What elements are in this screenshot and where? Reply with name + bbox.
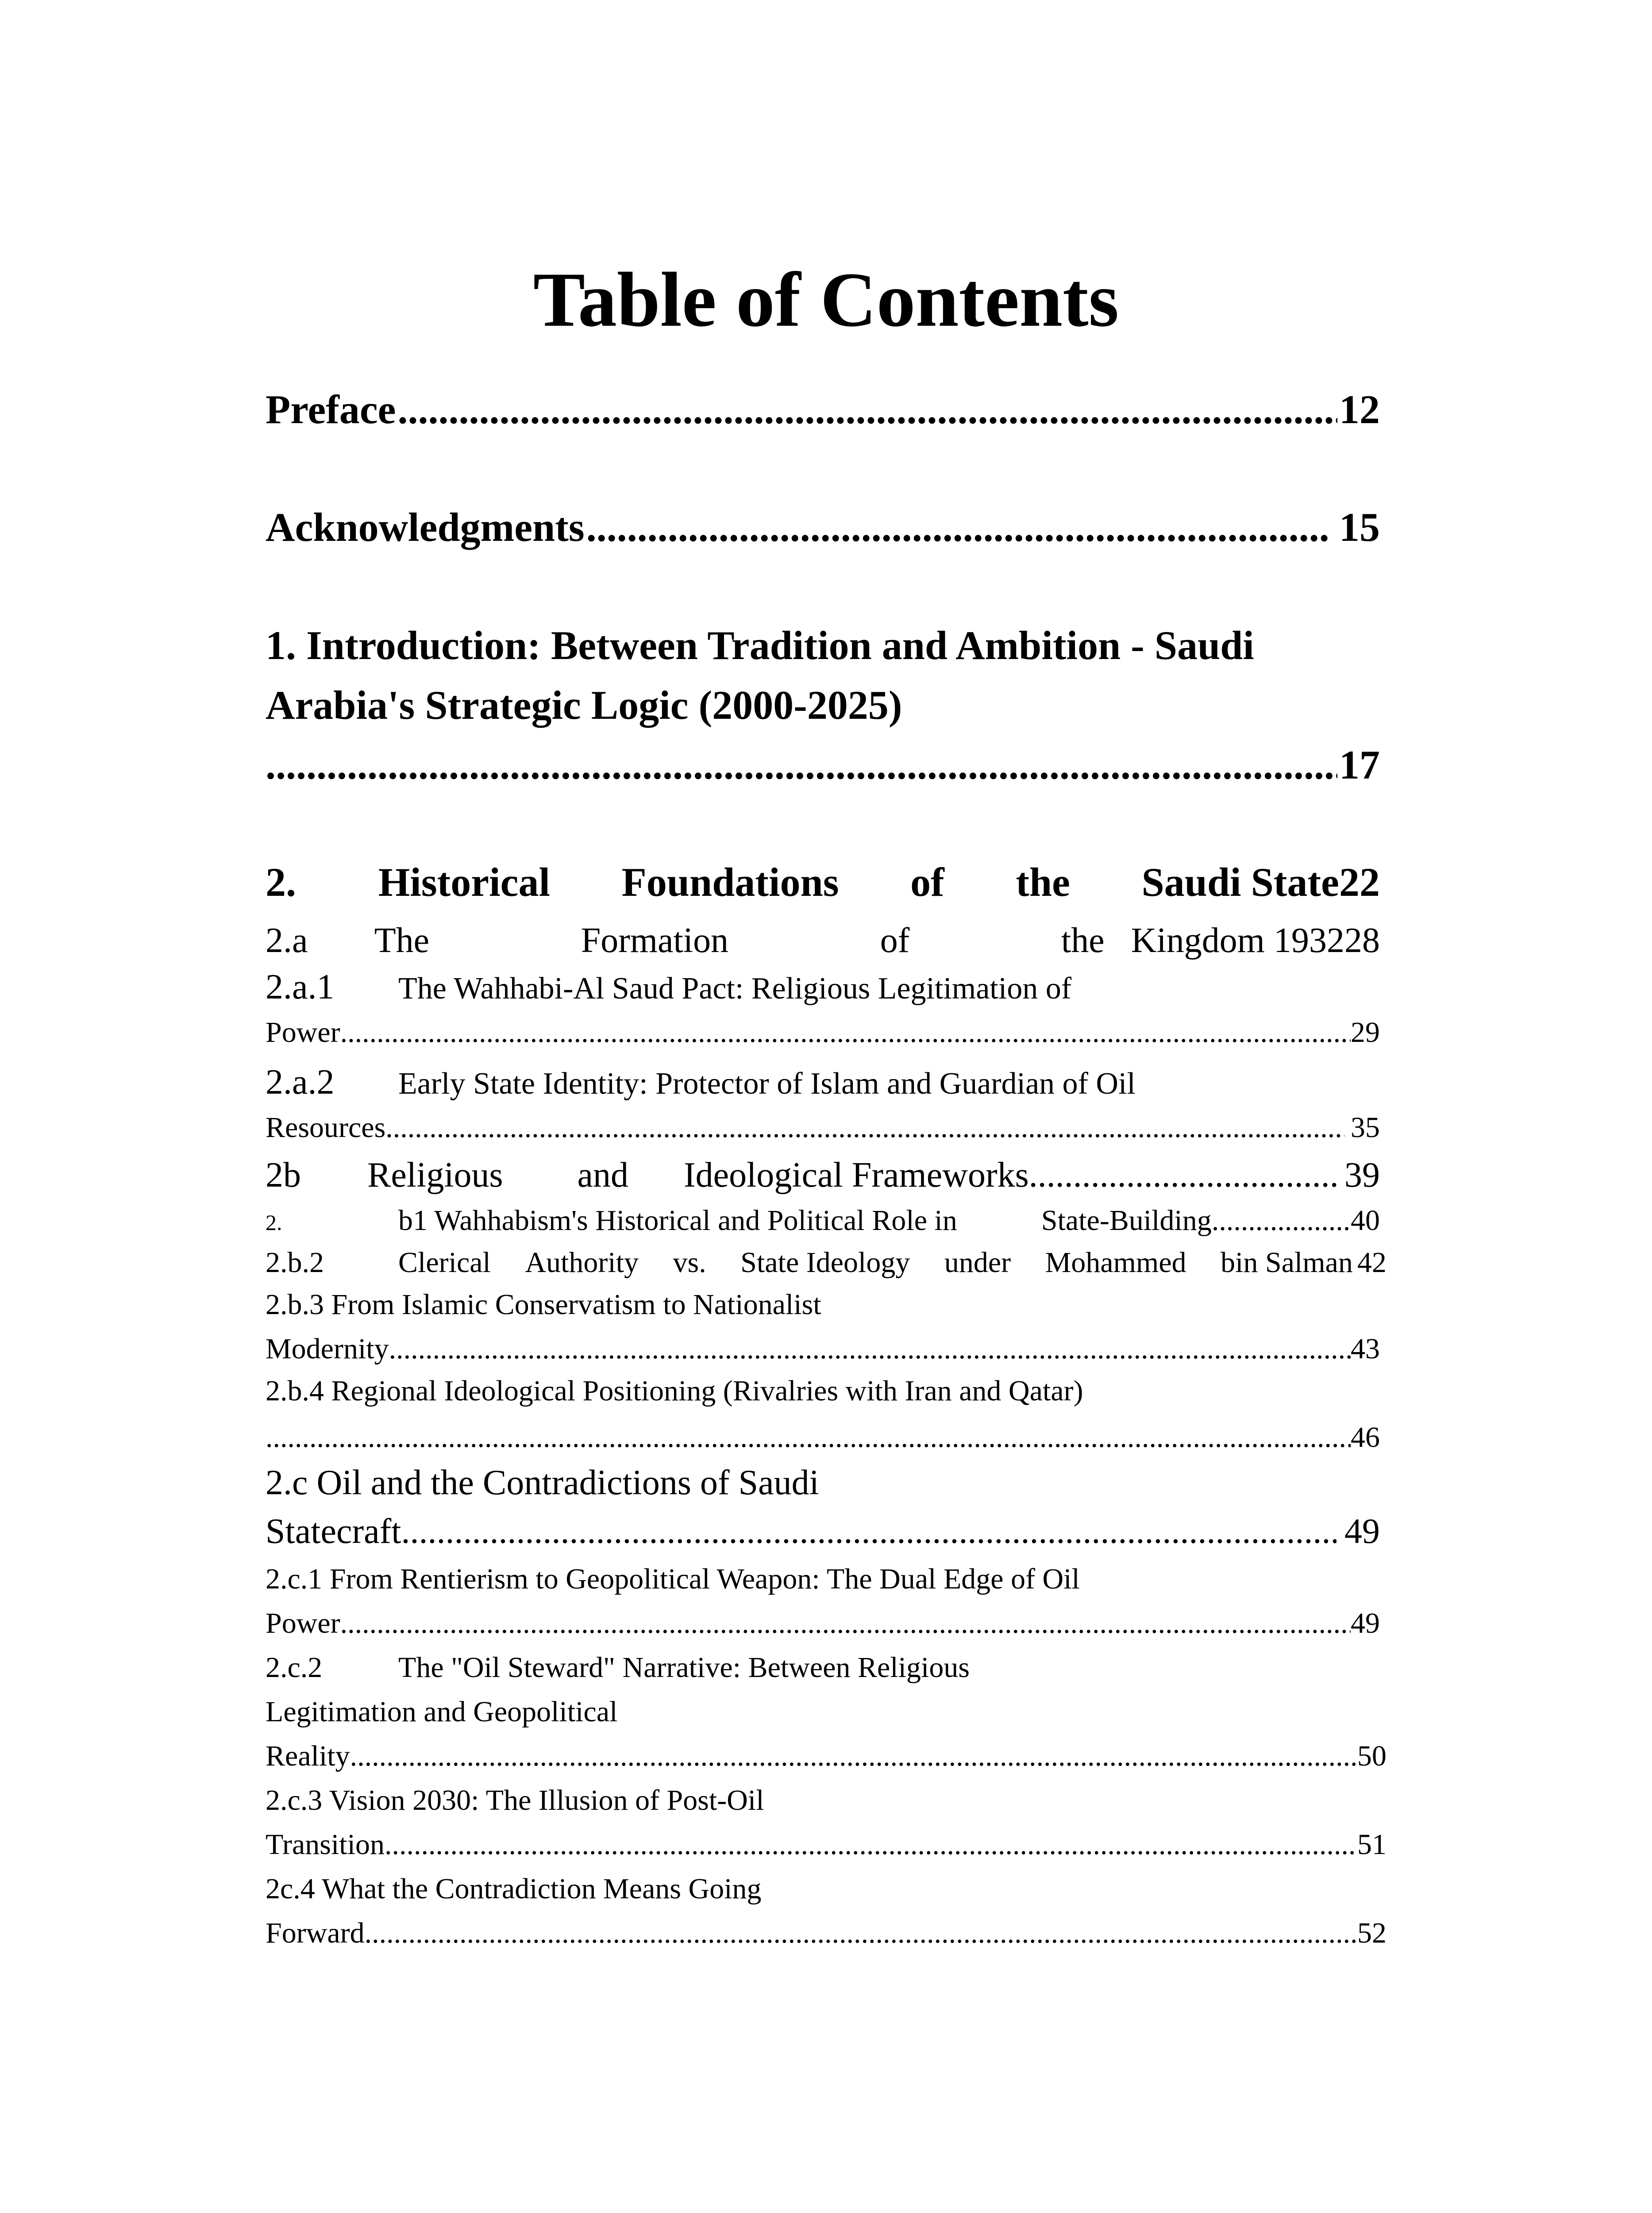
toc-entry-2b4-cont[interactable]: [266, 1421, 1380, 1454]
toc-entry-acknowledgments[interactable]: [266, 504, 1380, 551]
toc-entry-intro-line1[interactable]: [266, 622, 1380, 669]
dot-leader: [385, 1111, 1344, 1145]
toc-page-number: 42: [1357, 1246, 1386, 1279]
dot-leader: [266, 1421, 1351, 1454]
toc-word: the: [1061, 921, 1105, 960]
toc-entry-label: Legitimation and Geopolitical: [266, 1696, 618, 1728]
toc-page-number: 39: [1344, 1156, 1380, 1195]
toc-entry-label: Reality: [266, 1740, 350, 1772]
toc-entry-label: 2.b.4 Regional Ideological Positioning (Rivalries with Iran and Qatar): [266, 1375, 1083, 1407]
toc-entry-label: Power: [266, 1016, 340, 1049]
toc-entry-number: 2.a: [266, 921, 308, 960]
toc-entry-words: [374, 921, 1105, 961]
toc-page-number: 52: [1357, 1917, 1386, 1949]
toc-entry-label: Modernity: [266, 1333, 389, 1365]
dot-leader: [365, 1916, 1357, 1950]
toc-entry-label: State: [1251, 860, 1339, 905]
toc-word: Mohammed: [1045, 1246, 1186, 1279]
toc-page-number: 29: [1351, 1016, 1380, 1049]
toc-page-number: 28: [1344, 921, 1380, 960]
toc-entry-intro-page-line[interactable]: [266, 741, 1380, 788]
toc-word: The: [374, 921, 430, 960]
toc-entry-2a2-cont[interactable]: [266, 1111, 1380, 1145]
toc-entry-2b1[interactable]: [266, 1204, 1380, 1238]
toc-entry-2c2-line2[interactable]: [266, 1695, 1380, 1729]
toc-word: of: [910, 860, 944, 905]
toc-entry-number: 2.a.1: [266, 968, 335, 1006]
toc-entry-label: The "Oil Steward" Narrative: Between Religious: [398, 1651, 970, 1684]
toc-entry-2c-cont[interactable]: [266, 1511, 1380, 1552]
toc-word: Clerical: [398, 1246, 491, 1279]
toc-entry-2c2[interactable]: [266, 1651, 1380, 1685]
toc-page-number: 46: [1351, 1421, 1380, 1453]
toc-word: Formation: [581, 921, 729, 960]
toc-entry-words: [367, 1155, 628, 1195]
toc-word: of: [880, 921, 910, 960]
toc-entry-2a[interactable]: [266, 921, 1380, 961]
toc-entry-label: Statecraft: [266, 1512, 401, 1551]
toc-word: and: [577, 1156, 628, 1195]
toc-entry-2c1[interactable]: [266, 1562, 1380, 1596]
toc-entry-label: Early State Identity: Protector of Islam and Guardian of Oil: [398, 1067, 1136, 1101]
toc-entry-number: 2.b.2: [266, 1246, 324, 1279]
toc-word: bin Salman: [1221, 1246, 1353, 1279]
toc-entry-label: The Wahhabi-Al Saud Pact: Religious Legitimation of: [398, 972, 1072, 1006]
dot-leader: [340, 1016, 1351, 1049]
toc-entry-2c4-cont[interactable]: [266, 1916, 1386, 1950]
toc-entry-label: 2.c.1 From Rentierism to Geopolitical Weapon: The Dual Edge of Oil: [266, 1563, 1080, 1595]
toc-entry-label: Preface: [266, 387, 396, 432]
toc-entry-label: 2.b.3 From Islamic Conservatism to Nationalist: [266, 1288, 821, 1321]
toc-entry-label: 2.c.3 Vision 2030: The Illusion of Post-Oil: [266, 1784, 764, 1816]
toc-entry-2a1[interactable]: [266, 967, 1380, 1007]
toc-entry-2c2-cont[interactable]: [266, 1739, 1386, 1773]
toc-page-number: 17: [1339, 742, 1380, 787]
dot-leader: [350, 1739, 1357, 1773]
toc-entry-2b[interactable]: [266, 1155, 1380, 1195]
toc-word: Religious: [367, 1156, 503, 1195]
toc-entry-words: [378, 859, 1241, 906]
dot-leader: [398, 386, 1337, 433]
toc-entry-label: Acknowledgments: [266, 505, 585, 550]
toc-entry-label: b1 Wahhabism's Historical and Political Role in: [398, 1204, 957, 1237]
toc-word: the: [1016, 860, 1071, 905]
toc-entry-number: 2b: [266, 1156, 301, 1195]
toc-entry-2b4[interactable]: [266, 1374, 1380, 1408]
toc-entry-preface[interactable]: [266, 386, 1380, 433]
toc-entry-label: Resources: [266, 1111, 386, 1144]
toc-entry-label: Kingdom 1932: [1131, 921, 1344, 960]
toc-entry-2c3[interactable]: [266, 1784, 1380, 1817]
toc-page-number: 49: [1344, 1512, 1380, 1551]
toc-entry-2c[interactable]: [266, 1463, 1380, 1503]
toc-entry-label: Ideological Frameworks: [684, 1156, 1029, 1195]
toc-entry-number: 2.: [266, 1210, 282, 1235]
toc-entry-2c3-cont[interactable]: [266, 1828, 1386, 1862]
toc-entry-2a1-cont[interactable]: [266, 1016, 1380, 1049]
toc-page-number: 51: [1357, 1828, 1386, 1861]
toc-entry-words: [398, 1246, 1353, 1280]
toc-page-number: 40: [1351, 1204, 1380, 1237]
toc-entry-2b2[interactable]: [266, 1246, 1386, 1280]
toc-entry-2b3-cont[interactable]: [266, 1332, 1380, 1366]
dot-leader: [1029, 1155, 1338, 1195]
dot-leader: [385, 1828, 1357, 1862]
dot-leader: [1212, 1204, 1351, 1238]
toc-entry-label: Power: [266, 1607, 340, 1639]
toc-entry-chapter-2[interactable]: [266, 859, 1380, 906]
dot-leader: [266, 741, 1337, 788]
toc-entry-label: 2c.4 What the Contradiction Means Going: [266, 1873, 762, 1905]
dot-leader: [340, 1607, 1351, 1640]
toc-word: Foundations: [621, 860, 839, 905]
toc-page-number: 49: [1351, 1607, 1380, 1639]
toc-entry-label: State-Building: [1041, 1204, 1212, 1237]
toc-page-number: 22: [1339, 860, 1380, 905]
toc-word: State Ideology: [740, 1246, 910, 1279]
toc-entry-label: 2.c Oil and the Contradictions of Saudi: [266, 1463, 819, 1502]
toc-entry-2a2[interactable]: [266, 1062, 1380, 1103]
toc-entry-label: 1. Introduction: Between Tradition and Ambition - Saudi: [266, 623, 1254, 668]
dot-leader: [586, 504, 1329, 551]
toc-entry-2c4[interactable]: [266, 1872, 1380, 1906]
toc-word: vs.: [673, 1246, 706, 1279]
toc-word: under: [944, 1246, 1011, 1279]
toc-entry-2c1-cont[interactable]: [266, 1607, 1380, 1640]
toc-entry-label: Forward: [266, 1917, 365, 1949]
page-title: Table of Contents: [533, 257, 1119, 343]
toc-word: Historical: [378, 860, 551, 905]
toc-page-number: 43: [1351, 1333, 1380, 1365]
toc-page-number: 15: [1339, 505, 1380, 550]
toc-entry-label: Arabia's Strategic Logic (2000-2025): [266, 682, 902, 728]
toc-entry-number: 2.c.2: [266, 1651, 323, 1684]
toc-page-number: 12: [1339, 387, 1380, 432]
toc-entry-2b3[interactable]: [266, 1288, 1380, 1322]
toc-word: Saudi: [1141, 860, 1241, 905]
toc-entry-number: 2.: [266, 860, 296, 905]
toc-word: Authority: [525, 1246, 639, 1279]
dot-leader: [401, 1511, 1336, 1552]
toc-entry-intro-line2[interactable]: [266, 682, 1380, 729]
toc-entry-label: Transition: [266, 1828, 385, 1861]
dot-leader: [389, 1332, 1351, 1366]
toc-page-number: 50: [1357, 1740, 1386, 1772]
toc-page-number: 35: [1351, 1111, 1380, 1144]
toc-entry-number: 2.a.2: [266, 1063, 335, 1102]
